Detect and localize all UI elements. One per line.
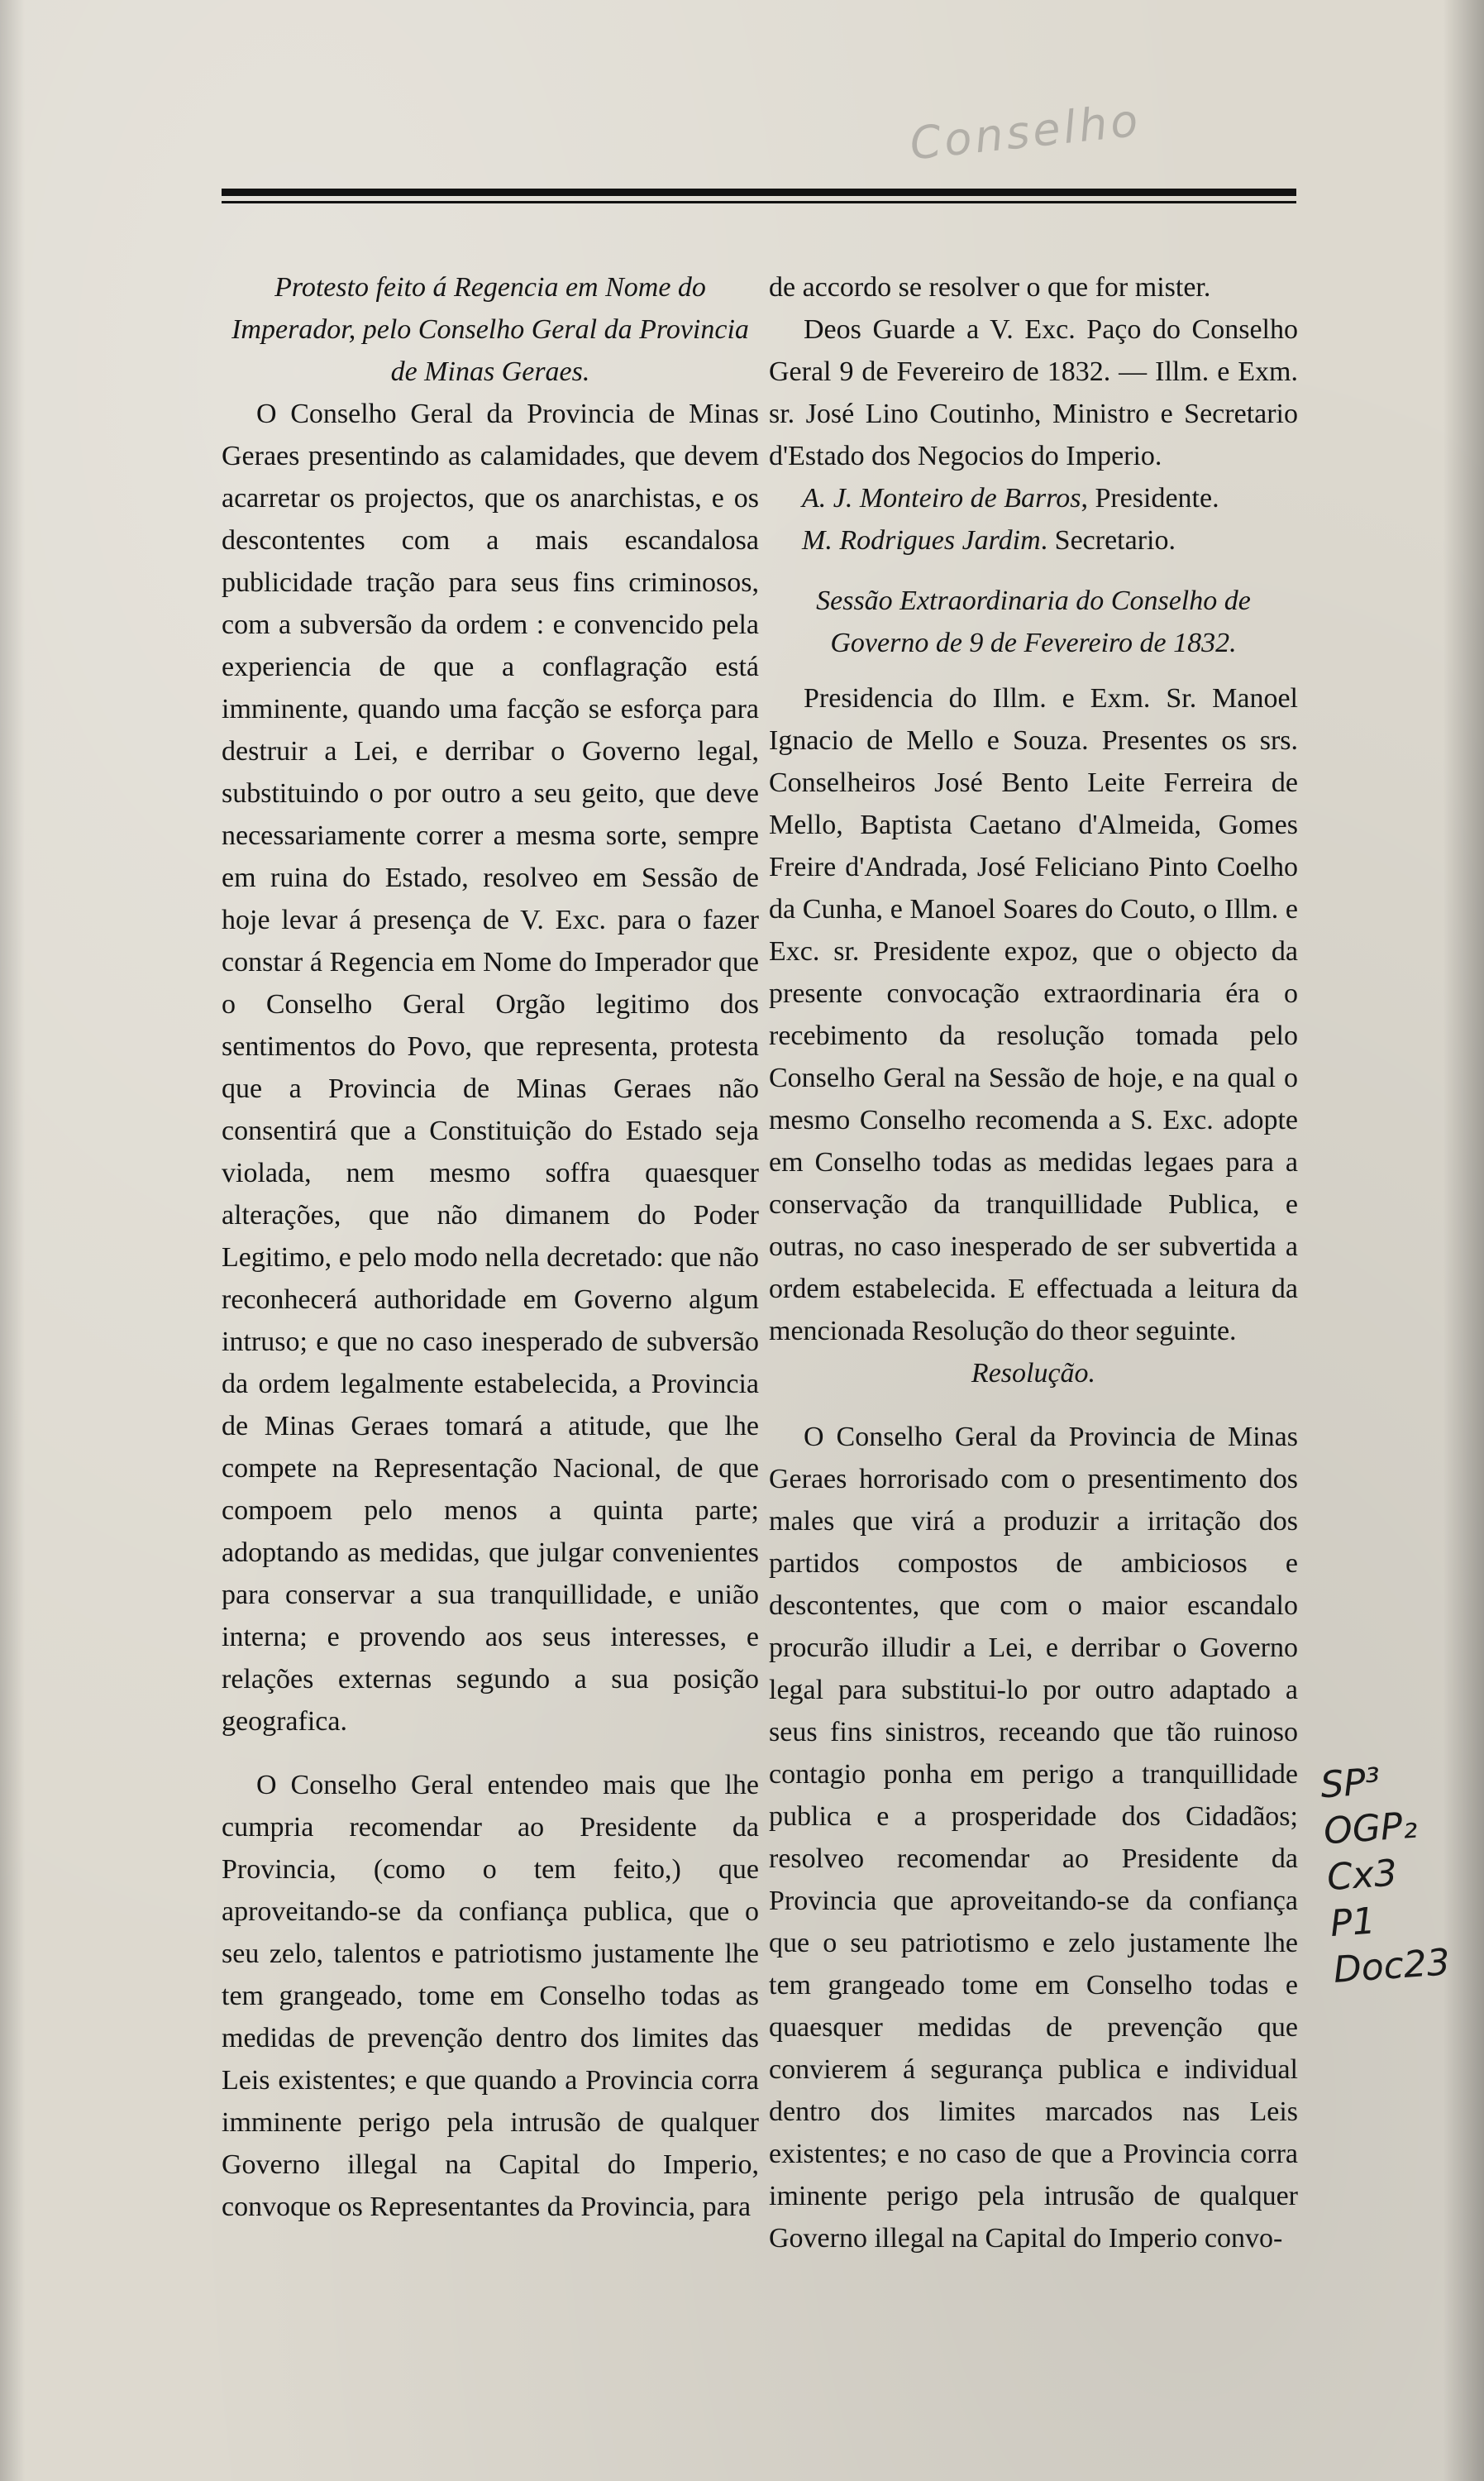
resolution-heading: Resolução. xyxy=(971,1358,1096,1389)
session-text: Presidencia do Illm. e Exm. Sr. Manoel Ignacio de Mello e Souza. Presentes os srs. Conselheiros José Bento Leite Ferreira de Mello, Baptista Caetano d'Almeida, Gomes Freire d'Andrada, José Feliciano Pinto Coelho da Cunha, e Manoel Soares do Couto, o Illm. e Exc. sr. Presidente expoz, que o objecto da presente convocação extraordinaria éra o recebimento da resolução tomada pelo Conselho Geral na Sessão de hoje, e na qual o mesmo Conselho recomenda a S. Exc. adopte em Conselho todas as medidas legaes para a conservação da tranquillidade Publica, e outras, no caso inesperado de ser subvertida a ordem estabelecida. E effectuada a leitura da mencionada Resolução do theor seguinte. xyxy=(769,683,1298,1346)
signature-secretary-name: M. Rodrigues Jardim xyxy=(802,525,1041,556)
archive-margin-annotation xyxy=(1319,1752,1483,1994)
protest-title: Protesto feito á Regencia em Nome do Imperador, pelo Conselho Geral da Provincia de Minas Geraes. xyxy=(231,272,749,387)
protest-paragraph-1: O Conselho Geral da Provincia de Minas Geraes presentindo as calamidades, que devem acarretar os projectos, que os anarchistas, e os descontentes com a mais escandalosa publicidade tração para seus fins criminosos, com a subversão da ordem : e convencido pela experiencia de que a conflagração está imminente, quando uma facção se esforça para destruir a Lei, e derribar o Governo legal, substituindo o por outro a seu geito, que deve necessariamente correr a mesma sorte, sempre em ruina do Estado, resolveo em Sessão de hoje levar á presença de V. Exc. para o fazer constar á Regencia em Nome do Imperador que o Conselho Geral Orgão legitimo dos sentimentos do Povo, que representa, protesta que a Provincia de Minas Geraes não consentirá que a Constituição do Estado seja violada, nem mesmo soffra quaesquer alterações, que não dimanem do Poder Legitimo, e pelo modo nella decretado: que não reconhecerá authoridade em Governo algum intruso; e que no caso inesperado de subversão da ordem legalmente estabelecida, a Provincia de Minas Geraes tomará a atitude, que lhe compete na Representação Nacional, de que compoem pelo menos a quinta parte; adoptando as medidas, que julgar convenientes para conservar a sua tranquillidade, e união interna; e provendo aos seus interesses, e relações externas segundo a sua posição geografica. xyxy=(222,399,759,1737)
annotation-line: Doc23 xyxy=(1332,1941,1452,1991)
protest-paragraph-2: O Conselho Geral entendeo mais que lhe cumpria recomendar ao Presidente da Provincia, (como o tem feito,) que aproveitando-se da confiança publica, que o seu zelo, talentos e patriotismo justamente lhe tem grangeado, tome em Conselho todas as medidas de prevenção dentro dos limites das Leis existentes; e que quando a Provincia corra imminente perigo pela intrusão de qualquer Governo illegal na Capital do Imperio, convoque os Representantes da Provincia, para xyxy=(222,1770,759,2222)
annotation-line: SP³ xyxy=(1319,1760,1382,1807)
annotation-line: P1 xyxy=(1329,1900,1377,1946)
resolution-text: O Conselho Geral da Provincia de Minas Geraes horrorisado com o presentimento dos males que virá a produzir a irritação dos partidos compostos de ambiciosos e descontentes, que com o maior escandalo procurão illudir a Lei, e derribar o Governo legal para substitui-lo por outro adaptado a seus fins sinistros, receando que tão ruinoso contagio ponha em perigo a tranquillidade publica e a prosperidade dos Cidadãos; resolveo recomendar ao Presidente da Provincia que aproveitando-se da confiança que o seu patriotismo e zelo justamente lhe tem grangeado tome em Conselho todas e quaesquer medidas de prevenção que convierem á segurança publica e individual dentro dos limites marcados nas Leis existentes; e no caso de que a Provincia corra iminente perigo pela intrusão de qualquer Governo illegal na Capital do Imperio convo- xyxy=(769,1422,1298,2254)
closing-text: Deos Guarde a V. Exc. Paço do Conselho Geral 9 de Fevereiro de 1832. — Illm. e Exm. sr. José Lino Coutinho, Ministro e Secretario d'Estado dos Negocios do Imperio. xyxy=(769,314,1298,471)
annotation-line: Cx3 xyxy=(1325,1852,1399,1900)
header-rule-thin xyxy=(222,201,1296,203)
header-rule-thick xyxy=(222,189,1296,196)
pencil-note: Conselho xyxy=(907,93,1144,170)
session-heading: Sessão Extraordinaria do Conselho de Governo de 9 de Fevereiro de 1832. xyxy=(816,586,1251,658)
continuation-text: de accordo se resolver o que for mister. xyxy=(769,272,1211,303)
right-column xyxy=(769,266,1298,2259)
signature-president-name: A. J. Monteiro de Barros xyxy=(802,483,1081,514)
left-column xyxy=(222,266,759,2228)
signature-secretary xyxy=(769,519,1298,562)
signature-president xyxy=(769,477,1298,519)
signature-secretary-role: . Secretario. xyxy=(1040,525,1176,556)
signature-president-role: , Presidente. xyxy=(1081,483,1219,514)
annotation-line: OGP₂ xyxy=(1322,1804,1419,1853)
